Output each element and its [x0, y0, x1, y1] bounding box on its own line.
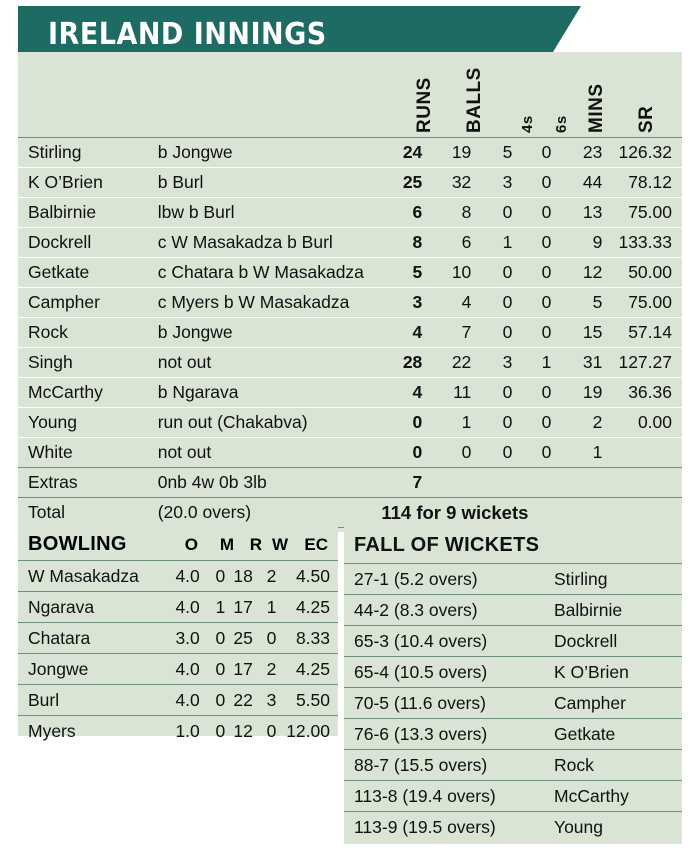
table-row: [18, 654, 338, 685]
maidens: 0: [200, 716, 225, 747]
fours: 0: [479, 438, 518, 468]
wickets: 2: [253, 654, 276, 685]
runs: 25: [377, 168, 428, 198]
maidens: 0: [200, 654, 225, 685]
sixes: 0: [518, 378, 559, 408]
balls: 19: [428, 138, 479, 168]
spacer-cell: [518, 468, 559, 498]
runs: 6: [377, 198, 428, 228]
table-row: [344, 657, 682, 688]
economy: 4.50: [276, 561, 338, 592]
minutes: 19: [559, 378, 608, 408]
table-row: [18, 378, 682, 408]
balls: 8: [428, 198, 479, 228]
runs: 3: [377, 288, 428, 318]
bowler-name: Jongwe: [18, 654, 166, 685]
batsman-name: McCarthy: [18, 378, 158, 408]
strike-rate: 50.00: [608, 258, 682, 288]
wickets: 0: [253, 623, 276, 654]
minutes: 5: [559, 288, 608, 318]
column-header-sr: SR: [636, 105, 657, 133]
batsman-name: Campher: [18, 288, 158, 318]
column-header-runs: R: [249, 535, 262, 554]
strike-rate: 0.00: [608, 408, 682, 438]
balls: 4: [428, 288, 479, 318]
spacer-cell: [559, 468, 608, 498]
fow-batsman: K O’Brien: [554, 657, 682, 688]
bowler-name: Myers: [18, 716, 166, 747]
runs: 18: [225, 561, 253, 592]
bowling-header: [18, 526, 338, 560]
minutes: 31: [559, 348, 608, 378]
table-row: [344, 564, 682, 595]
fow-batsman: Rock: [554, 750, 682, 781]
strike-rate: 57.14: [608, 318, 682, 348]
runs: 17: [225, 654, 253, 685]
table-row: [344, 595, 682, 626]
fow-score: 65-4 (10.5 overs): [344, 657, 554, 688]
table-row: [18, 318, 682, 348]
table-row: [18, 561, 338, 592]
balls: 1: [428, 408, 479, 438]
strike-rate: 36.36: [608, 378, 682, 408]
fours: 0: [479, 318, 518, 348]
balls: 6: [428, 228, 479, 258]
balls: 11: [428, 378, 479, 408]
maidens: 0: [200, 623, 225, 654]
overs: 4.0: [166, 685, 200, 716]
column-header-overs: O: [184, 535, 198, 554]
fours: 0: [479, 378, 518, 408]
spacer-cell: [479, 468, 518, 498]
sixes: 0: [518, 438, 559, 468]
fow-score: 70-5 (11.6 overs): [344, 688, 554, 719]
balls: 0: [428, 438, 479, 468]
overs: 4.0: [166, 654, 200, 685]
banner-corner-shape: [553, 6, 581, 52]
batting-column-headers: [18, 52, 682, 137]
minutes: 13: [559, 198, 608, 228]
balls: 7: [428, 318, 479, 348]
dismissal: c Myers b W Masakadza: [158, 288, 378, 318]
fall-of-wickets-panel: [344, 526, 682, 844]
header-banner: [18, 6, 553, 52]
minutes: 9: [559, 228, 608, 258]
minutes: 1: [559, 438, 608, 468]
fours: 3: [479, 168, 518, 198]
fours: 0: [479, 288, 518, 318]
column-header-wickets: W: [271, 535, 288, 554]
fow-batsman: Campher: [554, 688, 682, 719]
strike-rate: [608, 438, 682, 468]
balls: 32: [428, 168, 479, 198]
fall-of-wickets-title: FALL OF WICKETS: [354, 534, 540, 556]
runs: 5: [377, 258, 428, 288]
column-header-fours: 4s: [519, 115, 536, 133]
runs: 4: [377, 318, 428, 348]
economy: 8.33: [276, 623, 338, 654]
strike-rate: 75.00: [608, 198, 682, 228]
batsman-name: Stirling: [18, 138, 158, 168]
table-row: [18, 592, 338, 623]
dismissal: not out: [158, 438, 378, 468]
runs: 0: [377, 438, 428, 468]
fow-score: 88-7 (15.5 overs): [344, 750, 554, 781]
minutes: 23: [559, 138, 608, 168]
table-row: [344, 781, 682, 812]
table-row: [18, 228, 682, 258]
dismissal: not out: [158, 348, 378, 378]
batsman-name: K O’Brien: [18, 168, 158, 198]
table-row: [344, 626, 682, 657]
overs: 4.0: [166, 592, 200, 623]
balls: 10: [428, 258, 479, 288]
bowler-name: W Masakadza: [18, 561, 166, 592]
maidens: 0: [200, 561, 225, 592]
table-row: [18, 138, 682, 168]
fours: 1: [479, 228, 518, 258]
extras-row: [18, 468, 682, 498]
wickets: 3: [253, 685, 276, 716]
fow-score: 65-3 (10.4 overs): [344, 626, 554, 657]
dismissal: c Chatara b W Masakadza: [158, 258, 378, 288]
fow-score: 113-9 (19.5 overs): [344, 812, 554, 843]
runs: 25: [225, 623, 253, 654]
economy: 12.00: [276, 716, 338, 747]
maidens: 0: [200, 685, 225, 716]
extras-label: Extras: [18, 468, 158, 498]
batsman-name: Balbirnie: [18, 198, 158, 228]
sixes: 1: [518, 348, 559, 378]
balls: 22: [428, 348, 479, 378]
fow-batsman: Stirling: [554, 564, 682, 595]
strike-rate: 75.00: [608, 288, 682, 318]
spacer-cell: [428, 468, 479, 498]
table-row: [18, 438, 682, 468]
fow-batsman: Young: [554, 812, 682, 843]
runs: 28: [377, 348, 428, 378]
fow-batsman: Getkate: [554, 719, 682, 750]
fow-score: 113-8 (19.4 overs): [344, 781, 554, 812]
table-row: [18, 258, 682, 288]
dismissal: b Burl: [158, 168, 378, 198]
strike-rate: 78.12: [608, 168, 682, 198]
dismissal: c W Masakadza b Burl: [158, 228, 378, 258]
table-row: [18, 288, 682, 318]
total-label: Total: [18, 498, 158, 528]
column-header-runs: RUNS: [414, 77, 435, 133]
sixes: 0: [518, 318, 559, 348]
fours: 0: [479, 408, 518, 438]
dismissal: lbw b Burl: [158, 198, 378, 228]
bowling-panel: [18, 526, 338, 741]
sixes: 0: [518, 288, 559, 318]
batsman-name: Dockrell: [18, 228, 158, 258]
strike-rate: 133.33: [608, 228, 682, 258]
table-row: [18, 685, 338, 716]
batsman-name: Getkate: [18, 258, 158, 288]
runs: 17: [225, 592, 253, 623]
minutes: 44: [559, 168, 608, 198]
extras-value: 7: [377, 468, 428, 498]
fow-batsman: McCarthy: [554, 781, 682, 812]
table-row: [18, 168, 682, 198]
fall-of-wickets-table: [344, 563, 682, 842]
extras-detail: 0nb 4w 0b 3lb: [158, 468, 378, 498]
table-row: [18, 348, 682, 378]
fow-score: 27-1 (5.2 overs): [344, 564, 554, 595]
dismissal: b Jongwe: [158, 318, 378, 348]
runs: 8: [377, 228, 428, 258]
economy: 5.50: [276, 685, 338, 716]
total-row: [18, 498, 682, 528]
batting-panel: [18, 52, 682, 532]
batsman-name: White: [18, 438, 158, 468]
wickets: 2: [253, 561, 276, 592]
fow-score: 76-6 (13.3 overs): [344, 719, 554, 750]
sixes: 0: [518, 258, 559, 288]
spacer-cell: [608, 468, 682, 498]
sixes: 0: [518, 138, 559, 168]
dismissal: b Jongwe: [158, 138, 378, 168]
bowler-name: Chatara: [18, 623, 166, 654]
table-row: [344, 688, 682, 719]
sixes: 0: [518, 168, 559, 198]
batting-table: [18, 137, 682, 528]
minutes: 15: [559, 318, 608, 348]
table-row: [344, 812, 682, 843]
overs: 3.0: [166, 623, 200, 654]
batsman-name: Rock: [18, 318, 158, 348]
minutes: 2: [559, 408, 608, 438]
strike-rate: 126.32: [608, 138, 682, 168]
runs: 24: [377, 138, 428, 168]
table-row: [344, 750, 682, 781]
fow-batsman: Balbirnie: [554, 595, 682, 626]
column-header-maidens: M: [219, 535, 234, 554]
bowler-name: Ngarava: [18, 592, 166, 623]
column-header-economy: EC: [304, 535, 328, 554]
runs: 12: [225, 716, 253, 747]
overs: 1.0: [166, 716, 200, 747]
bowling-title: BOWLING: [28, 533, 127, 555]
column-header-balls: BALLS: [464, 67, 485, 133]
page-title: IRELAND INNINGS: [48, 17, 327, 52]
dismissal: b Ngarava: [158, 378, 378, 408]
total-score: 114 for 9 wickets: [377, 498, 682, 528]
fow-score: 44-2 (8.3 overs): [344, 595, 554, 626]
batsman-name: Young: [18, 408, 158, 438]
total-overs: (20.0 overs): [158, 498, 378, 528]
wickets: 0: [253, 716, 276, 747]
fow-batsman: Dockrell: [554, 626, 682, 657]
fours: 5: [479, 138, 518, 168]
fours: 0: [479, 258, 518, 288]
minutes: 12: [559, 258, 608, 288]
economy: 4.25: [276, 592, 338, 623]
fours: 3: [479, 348, 518, 378]
fours: 0: [479, 198, 518, 228]
wickets: 1: [253, 592, 276, 623]
runs: 4: [377, 378, 428, 408]
batsman-name: Singh: [18, 348, 158, 378]
runs: 22: [225, 685, 253, 716]
maidens: 1: [200, 592, 225, 623]
sixes: 0: [518, 228, 559, 258]
strike-rate: 127.27: [608, 348, 682, 378]
dismissal: run out (Chakabva): [158, 408, 378, 438]
sixes: 0: [518, 198, 559, 228]
table-row: [18, 408, 682, 438]
overs: 4.0: [166, 561, 200, 592]
column-header-mins: MINS: [586, 83, 607, 133]
bowling-table: [18, 560, 338, 746]
table-row: [18, 198, 682, 228]
sixes: 0: [518, 408, 559, 438]
economy: 4.25: [276, 654, 338, 685]
table-row: [18, 716, 338, 747]
column-header-sixes: 6s: [553, 115, 570, 133]
table-row: [18, 623, 338, 654]
table-row: [344, 719, 682, 750]
runs: 0: [377, 408, 428, 438]
bowler-name: Burl: [18, 685, 166, 716]
